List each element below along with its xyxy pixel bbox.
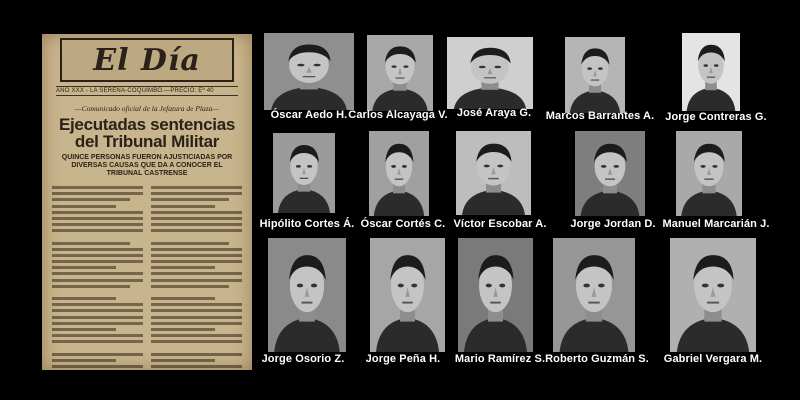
headline-line-1: Ejecutadas sentencias [58,115,236,134]
newspaper-text-line [151,365,242,368]
newspaper-text-line [52,316,143,319]
newspaper-text-line [151,217,242,220]
person-name-caption: Jorge Jordan D. [570,218,656,230]
newspaper-text-line [151,303,242,306]
newspaper-text-line [52,248,143,251]
newspaper-text-line [52,340,143,343]
person-name-caption: Manuel Marcarián J. [662,218,770,230]
newspaper-text-line [52,303,143,306]
newspaper-text-line [52,229,143,232]
person-name-caption: Jorge Contreras G. [665,111,767,123]
portrait-photo [370,238,445,352]
newspaper-text-line [52,254,143,257]
person-name-caption: Roberto Guzmán S. [545,353,649,365]
newspaper-text-line [151,186,242,189]
portrait-photo [670,238,756,352]
portrait-photo [458,238,533,352]
newspaper-text-line [52,309,143,312]
newspaper-text-line [52,205,116,208]
newspaper-text-line [52,334,143,337]
newspaper-text-line [52,297,116,300]
person-name-caption: Víctor Escobar A. [453,218,547,230]
newspaper-text-line [151,242,229,245]
newspaper-text-line [151,279,242,282]
newspaper-text-line [151,297,215,300]
newspaper-text-line [151,316,242,319]
newspaper-text-line [52,186,143,189]
newspaper-text-line [151,334,242,337]
newspaper-text-line [151,211,242,214]
newspaper-text-line [52,285,130,288]
portrait-photo [676,131,742,216]
portrait-photo [565,37,625,113]
newspaper-text-line [151,223,242,226]
portrait-photo [447,37,533,109]
newspaper-text-line [52,192,143,195]
newspaper-column-right [151,186,242,370]
newspaper-text-line [151,260,242,263]
newspaper-text-line [151,192,242,195]
newspaper-text-line [52,365,143,368]
newspaper-text-line [52,223,143,226]
portrait-photo [268,238,346,352]
newspaper-text-line [151,205,215,208]
person-name-caption: Jorge Osorio Z. [261,353,345,365]
person-name-caption: Marcos Barrantes A. [545,110,655,122]
newspaper-text-line [151,266,215,269]
newspaper-headline [48,116,246,150]
person-name-caption: José Araya G. [456,107,532,119]
newspaper-text-line [151,340,242,343]
newspaper-text-line [52,211,143,214]
newspaper-dateline: AÑO XXX - LA SERENA-COQUIMBO.—PRECIO: Eº 40 [56,86,238,96]
newspaper-text-line [151,353,242,356]
newspaper-clipping [42,34,252,370]
portrait-photo [682,33,740,111]
portrait-photo [575,131,645,216]
newspaper-text-line [151,254,242,257]
newspaper-text-line [52,260,143,263]
newspaper-text-line [151,328,215,331]
newspaper-text-line [52,322,143,325]
newspaper-text-line [52,266,116,269]
portrait-photo [369,131,429,216]
newspaper-column-left [52,186,143,370]
headline-line-2: del Tribunal Militar [74,132,220,151]
portrait-photo [273,133,335,213]
newspaper-text-line [52,198,130,201]
newspaper-masthead: El Día [60,38,234,82]
newspaper-text-line [151,272,242,275]
newspaper-text-line [52,353,143,356]
newspaper-text-line [151,322,242,325]
person-name-caption: Mario Ramírez S. [454,353,546,365]
person-name-caption: Óscar Aedo H. [270,109,348,121]
newspaper-text-line [151,248,242,251]
newspaper-kicker: —Comunicado oficial de la Jefatura de Plaza— [74,104,220,113]
newspaper-text-line [52,272,143,275]
newspaper-text-line [151,359,215,362]
newspaper-text-line [52,242,130,245]
newspaper-body-text [52,186,242,370]
newspaper-text-line [52,328,116,331]
person-name-caption: Gabriel Vergara M. [663,353,763,365]
newspaper-text-line [151,285,229,288]
portrait-photo [553,238,635,352]
newspaper-text-line [52,359,116,362]
person-name-caption: Óscar Cortés C. [360,218,446,230]
portrait-photo [456,131,531,215]
portrait-photo [367,35,433,111]
portrait-photo [264,33,354,110]
newspaper-subhead: QUINCE PERSONAS FUERON AJUSTICIADAS POR DIVERSAS CAUSAS QUE DA A CONOCER EL TRIBUNAL CASTRENSE [61,154,233,177]
newspaper-text-line [151,198,229,201]
person-name-caption: Jorge Peña H. [365,353,441,365]
newspaper-text-line [151,309,242,312]
newspaper-text-line [52,217,143,220]
person-name-caption: Carlos Alcayaga V. [348,109,448,121]
person-name-caption: Hipólito Cortes Á. [259,218,355,230]
newspaper-text-line [52,279,143,282]
newspaper-text-line [151,229,242,232]
